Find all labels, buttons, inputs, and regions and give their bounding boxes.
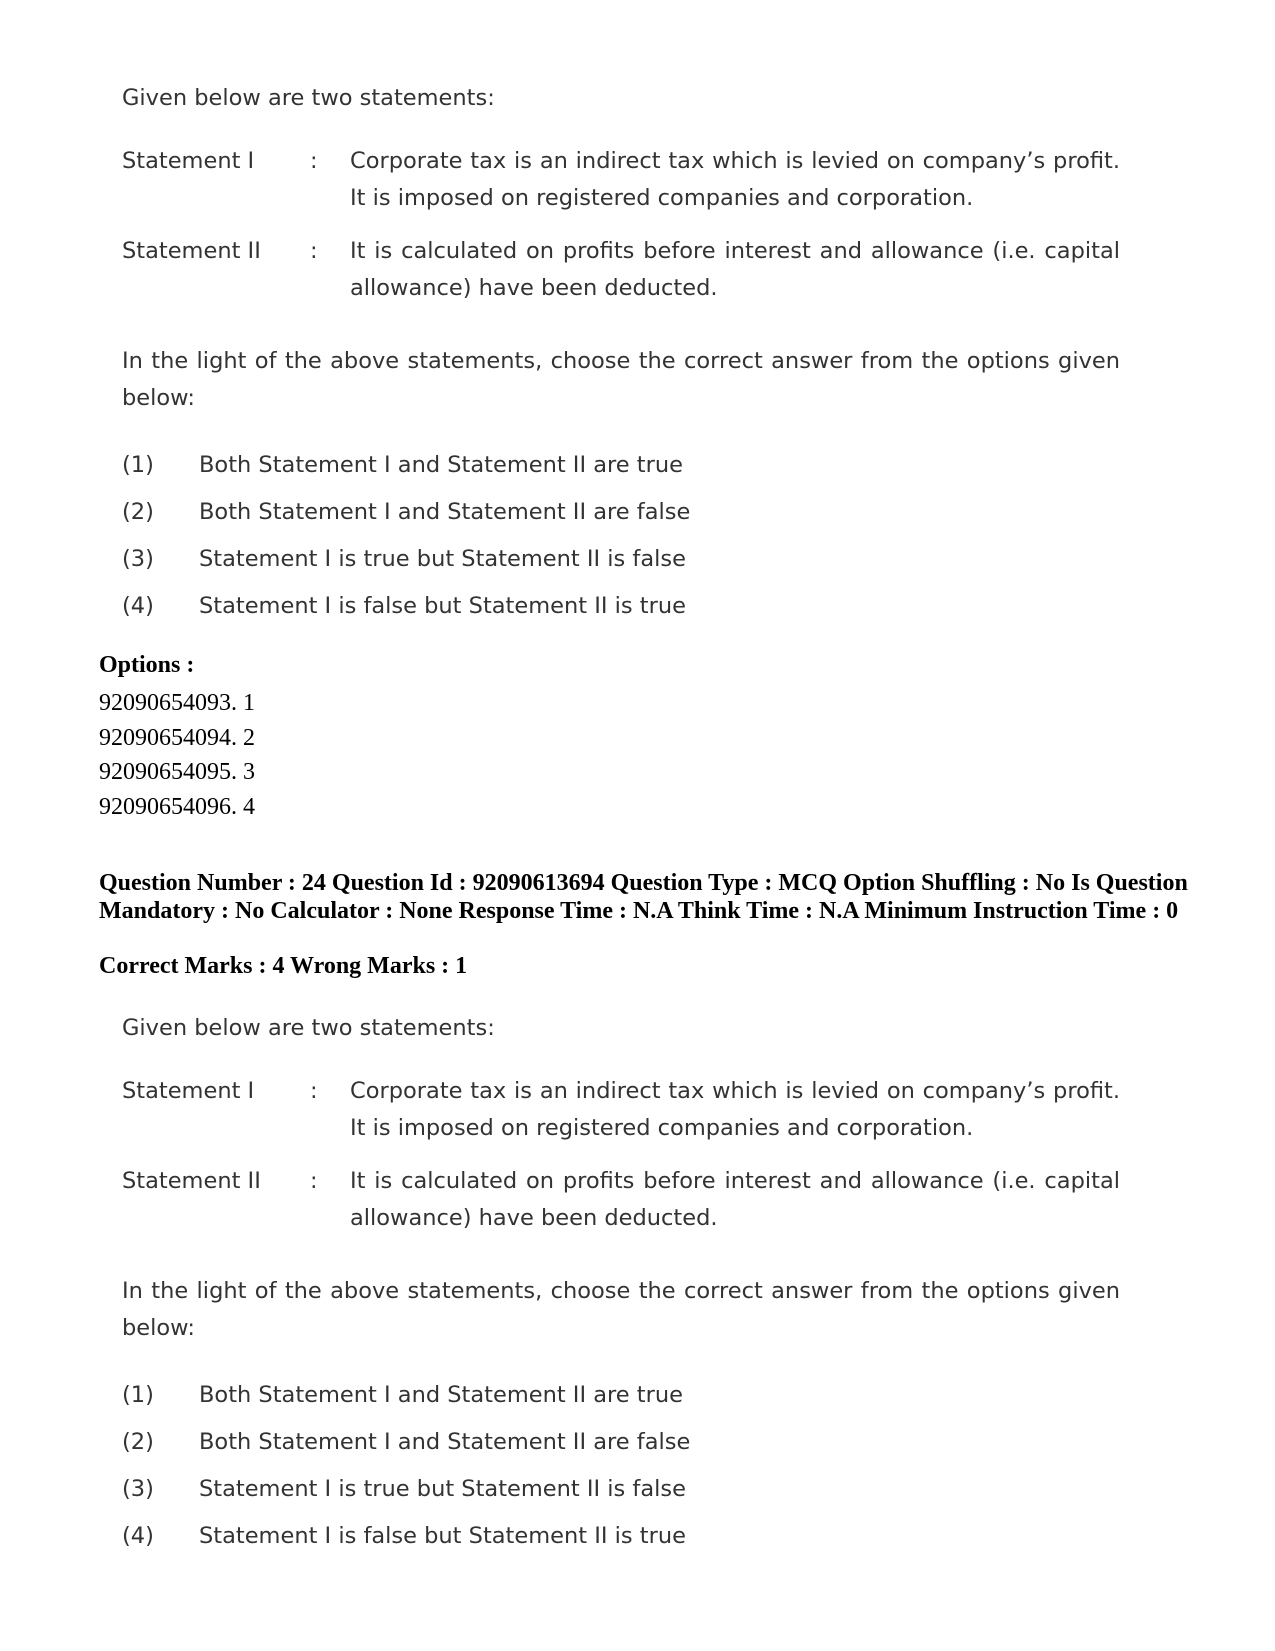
choice-text: Both Statement I and Statement II are true: [199, 452, 683, 478]
choice-text: Both Statement I and Statement II are true: [199, 1382, 683, 1408]
choice-number: (2): [122, 1429, 154, 1455]
options-heading: Options :: [99, 652, 195, 678]
question-24-marks: Correct Marks : 4 Wrong Marks : 1: [99, 953, 468, 979]
statement-text: It is calculated on profits before interest and allowance (i.e. capital allowance) have been deducted.: [350, 1168, 1120, 1231]
choice-number: (3): [122, 546, 154, 572]
option-id: 92090654093. 1: [99, 690, 255, 716]
statement-text: It is calculated on profits before interest and allowance (i.e. capital allowance) have been deducted.: [350, 238, 1120, 301]
choice-text: Statement I is false but Statement II is true: [199, 1523, 686, 1549]
option-id: 92090654095. 3: [99, 759, 255, 785]
options-id-list: [99, 686, 255, 824]
choice-number: (1): [122, 1382, 154, 1408]
choice-text: Statement I is false but Statement II is true: [199, 593, 686, 619]
choice-item: [122, 539, 822, 579]
choice-text: Statement I is true but Statement II is false: [199, 546, 686, 572]
option-id: 92090654096. 4: [99, 793, 255, 820]
statement-label: Statement I: [122, 1078, 255, 1104]
question-intro: Given below are two statements:: [122, 1015, 495, 1041]
choice-number: (1): [122, 452, 154, 478]
choice-item: [122, 492, 822, 532]
statement-colon: :: [310, 238, 318, 264]
choice-item: [122, 1516, 822, 1556]
choice-item: [122, 1422, 822, 1462]
choice-number: (4): [122, 1523, 154, 1549]
choice-item: [122, 1469, 822, 1509]
question-instruction: In the light of the above statements, choose the correct answer from the options given below:: [122, 348, 1120, 411]
choice-text: Both Statement I and Statement II are false: [199, 499, 691, 525]
question-instruction: In the light of the above statements, choose the correct answer from the options given below:: [122, 1278, 1120, 1341]
statement-text: Corporate tax is an indirect tax which is levied on company’s profit. It is imposed on registered companies and corporation.: [350, 148, 1120, 211]
statement-label: Statement II: [122, 238, 261, 264]
statement-colon: :: [310, 1168, 318, 1194]
choice-text: Both Statement I and Statement II are false: [199, 1429, 691, 1455]
choice-item: [122, 1375, 822, 1415]
question-24-meta: Question Number : 24 Question Id : 92090613694 Question Type : MCQ Option Shuffling : No Is Question Mandatory : No Calculator : None Response Time : N.A Think Time : N.A Minimum Instruction Time : 0: [99, 870, 1188, 924]
statement-label: Statement I: [122, 148, 255, 174]
statement-colon: :: [310, 148, 318, 174]
statement-label: Statement II: [122, 1168, 261, 1194]
choice-number: (2): [122, 499, 154, 525]
option-id: 92090654094. 2: [99, 724, 255, 751]
choice-number: (4): [122, 593, 154, 619]
statement-text: Corporate tax is an indirect tax which is levied on company’s profit. It is imposed on registered companies and corporation.: [350, 1078, 1120, 1141]
choice-text: Statement I is true but Statement II is false: [199, 1476, 686, 1502]
statement-colon: :: [310, 1078, 318, 1104]
choice-item: [122, 445, 822, 485]
choice-item: [122, 586, 822, 626]
choice-number: (3): [122, 1476, 154, 1502]
question-intro: Given below are two statements:: [122, 85, 495, 111]
